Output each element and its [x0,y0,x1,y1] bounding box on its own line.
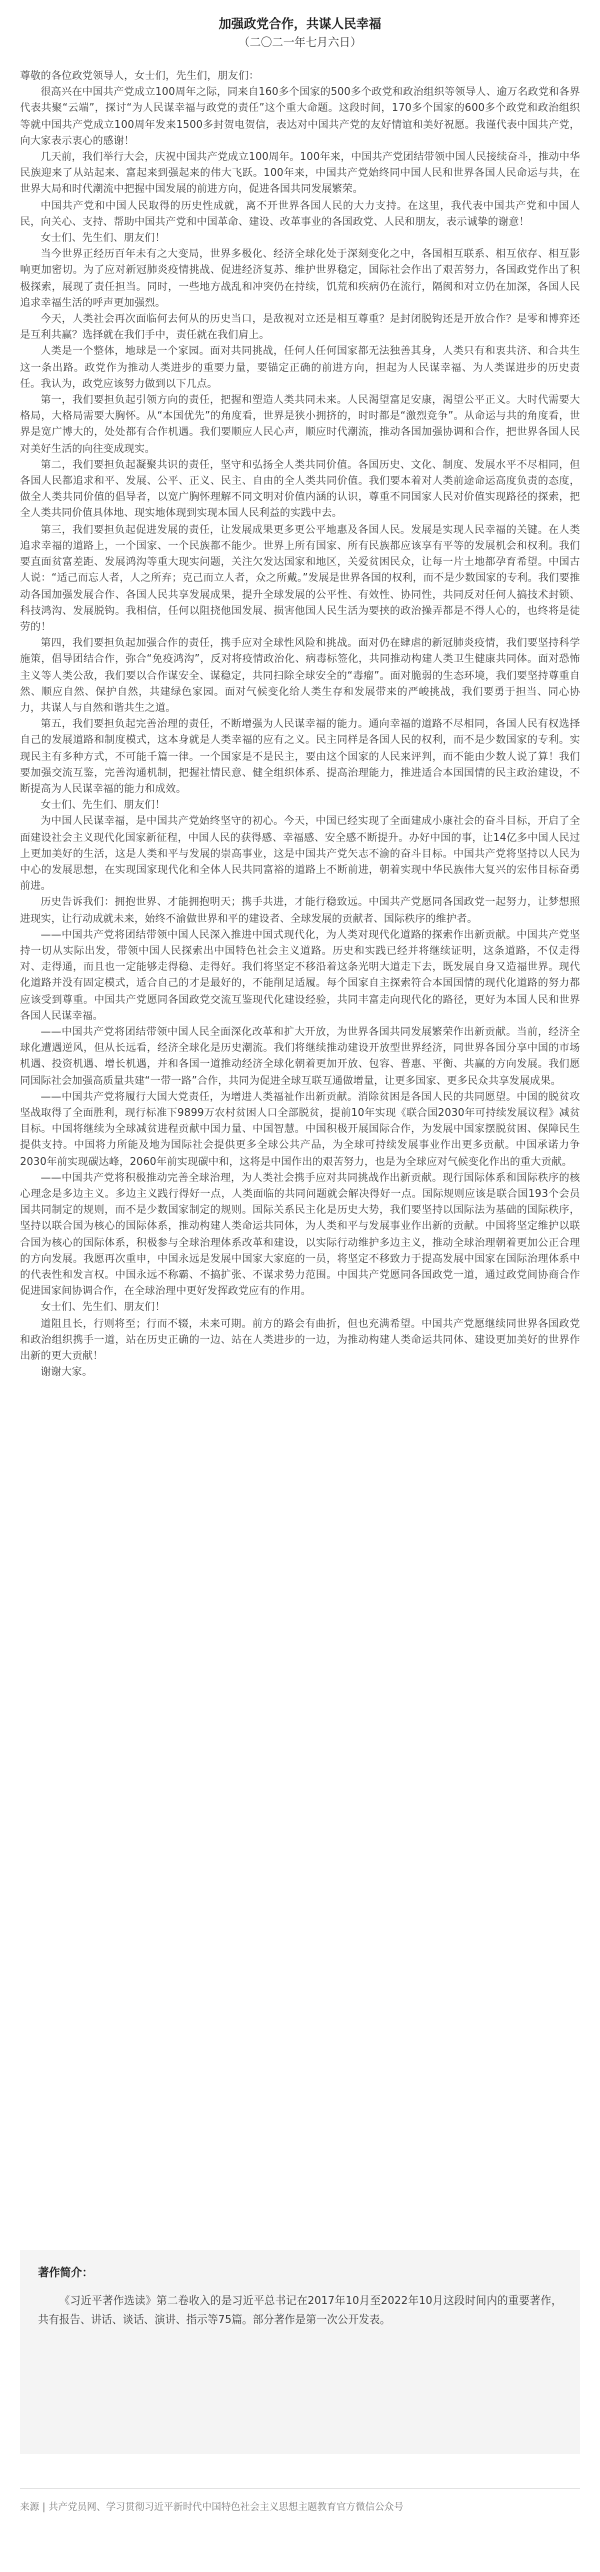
salutation-mid: 女士们、先生们、朋友们！ [40,232,166,245]
footer-divider [20,2488,580,2489]
speech-paragraph: ——中国共产党将团结带领中国人民全面深化改革和扩大开放，为世界各国共同发展繁荣作出新贡献。当前，经济全球化遭遇逆风，但从长远看，经济全球化是历史潮流。我们将继续推动建设开放型世界经济，同世界各国分享中国的市场机遇、投资机遇、增长机遇，并和各国一道推动经济全球化朝着更加开放、包容、普惠、平衡、共赢的方向发展。我们愿同国际社会加强高质量共建“一带一路”合作，共同为促进全球互联互通做增量，让更多国家、更多民众共享发展成果。 [20,1025,580,1087]
salutation-mid: 女士们、先生们、朋友们！ [40,799,166,812]
speech-paragraph: 为中国人民谋幸福，是中国共产党始终坚守的初心。今天，中国已经实现了全面建成小康社会的奋斗目标，开启了全面建设社会主义现代化国家新征程，中国人民的获得感、幸福感、安全感不断提升。办好中国的事，让14亿多中国人民过上更加美好的生活，这是人类和平与发展的崇高事业，这是中国共产党矢志不渝的奋斗目标。中国共产党将坚持以人民为中心的发展思想，在实现国家现代化和全体人民共同富裕的道路上不断前进，朝着实现中华民族伟大复兴的宏伟目标奋勇前进。 [20,815,580,893]
speech-body [20,68,580,1380]
speech-paragraph: 道阻且长，行则将至；行而不辍，未来可期。前方的路会有曲折，但也充满希望。中国共产党愿继续同世界各国政党和政治组织携手一道，站在历史正确的一边、站在人类进步的一边，为推动构建人类命运共同体、建设更加美好的世界作出新的更大贡献！ [20,1317,580,1363]
speech-paragraph: 第三，我们要担负起促进发展的责任，让发展成果更多更公平地惠及各国人民。发展是实现人民幸福的关键。在人类追求幸福的道路上，一个国家、一个民族都不能少。世界上所有国家、所有民族都应该享有平等的发展机会和权利。我们要直面贫富差距、发展鸿沟等重大现实问题，关注欠发达国家和地区，关爱贫困民众，让每一片土地都孕育希望。中国古人说：“适己而忘人者，人之所弃；克己而立人者，众之所戴。”发展是世界各国的权利，而不是少数国家的专利。我们要推动各国加强发展合作、各国人民共享发展成果，提升全球发展的公平性、有效性、协同性，共同反对任何人搞技术封锁、科技鸿沟、发展脱钩。我相信，任何以阻挠他国发展、损害他国人民生活为要挟的政治操弄都是不得人心的，也终将是徒劳的！ [20,523,580,633]
document-date: （二〇二一年七月六日） [238,36,362,49]
source-credit: 来源 | 共产党员网、学习贯彻习近平新时代中国特色社会主义思想主题教育官方微信公众号 [20,2502,404,2513]
speech-paragraph: 第五，我们要担负起完善治理的责任，不断增强为人民谋幸福的能力。通向幸福的道路不尽相同，各国人民有权选择自己的发展道路和制度模式，这本身就是人类幸福的应有之义。民主同样是各国人民的权利，而不是少数国家的专利。实现民主有多种方式，不可能千篇一律。一个国家是不是民主，要由这个国家的人民来评判，而不能由少数人说了算！我们要加强交流互鉴，完善沟通机制，把握社情民意、健全组织体系、提高治理能力，推进适合本国国情的民主政治建设，不断提高为人民谋幸福的能力和成效。 [20,718,580,795]
speech-paragraph: ——中国共产党将履行大国大党责任，为增进人类福祉作出新贡献。消除贫困是各国人民的共同愿望。中国的脱贫攻坚战取得了全面胜利，现行标准下9899万农村贫困人口全部脱贫，提前10年实现《联合国2030年可持续发展议程》减贫目标。中国将继续为全球减贫进程贡献中国力量、中国智慧。中国积极开展国际合作，为发展中国家摆脱贫困、保障民生提供支持。中国将力所能及地为国际社会提供更多全球公共产品，为全球可持续发展事业作出更多贡献。中国承诺力争2030年前实现碳达峰，2060年前实现碳中和，这将是中国作出的艰苦努力，也是为全球应对气候变化作出的重大贡献。 [20,1090,580,1168]
salutation-mid: 女士们、先生们、朋友们！ [40,1301,166,1314]
speech-paragraph: 今天，人类社会再次面临何去何从的历史当口，是敌视对立还是相互尊重？是封闭脱钩还是开放合作？是零和博弈还是互利共赢？选择就在我们手中，责任就在我们肩上。 [20,313,580,342]
book-introduction-text: 《习近平著作选读》第二卷收入的是习近平总书记在2017年10月至2022年10月这段时间内的重要著作，共有报告、讲话、谈话、演讲、指示等75篇。部分著作是第一次公开发表。 [38,2295,562,2326]
speech-paragraph: 历史告诉我们：拥抱世界、才能拥抱明天；携手共进，才能行稳致远。中国共产党愿同各国政党一起努力，让梦想照进现实，让行动成就未来，始终不渝做世界和平的建设者、全球发展的贡献者、国际秩序的维护者。 [20,896,580,925]
speech-closing: 谢谢大家。 [40,1366,93,1379]
speech-paragraph: ——中国共产党将积极推动完善全球治理，为人类社会携手应对共同挑战作出新贡献。现行国际体系和国际秩序的核心理念是多边主义。多边主义践行得好一点，人类面临的共同问题就会解决得好一点。国际规则应该是联合国193个会员国共同制定的规则，而不是少数国家制定的规则。国际关系民主化是历史大势，我们要坚持以国际法为基础的国际秩序，坚持以联合国为核心的国际体系，推动构建人类命运共同体，为人类和平与发展事业作出新的贡献。中国将坚定维护以联合国为核心的国际体系，积极参与全球治理体系改革和建设，以实际行动维护多边主义，推动全球治理朝着更加公正合理的方向发展。我愿再次重申，中国永远是发展中国家大家庭的一员，将坚定不移致力于提高发展中国家在国际治理体系中的代表性和发言权。中国永远不称霸、不搞扩张、不谋求势力范围。中国共产党愿同各国政党一道，通过政党间协商合作促进国家间协调合作，在全球治理中更好发挥政党应有的作用。 [20,1171,580,1298]
speech-paragraph: 中国共产党和中国人民取得的历史性成就，离不开世界各国人民的大力支持。在这里，我代表中国共产党和中国人民，向关心、支持、帮助中国共产党和中国革命、建设、改革事业的各国政党、人民和朋友，表示诚挚的谢意！ [20,199,580,228]
speech-paragraph: 第一，我们要担负起引领方向的责任，把握和塑造人类共同未来。人民渴望富足安康，渴望公平正义。大时代需要大格局，大格局需要大胸怀。从“本国优先”的角度看，世界是狭小拥挤的，时时都是“激烈竞争”。从命运与共的角度看，世界是宽广博大的，处处都有合作机遇。我们要顺应人民心声，顺应时代潮流，推动各国加强协调和合作，把世界各国人民对美好生活的向往变成现实。 [20,394,580,455]
speech-paragraph: 很高兴在中国共产党成立100周年之际，同来自160多个国家的500多个政党和政治组织等领导人、逾万名政党和各界代表共聚“云端”，探讨“为人民谋幸福与政党的责任”这个重大命题。这段时间，170多个国家的600多个政党和政治组织等就中国共产党成立100周年发来1500多封贺电贺信，表达对中国共产党的友好情谊和美好祝愿。我谨代表中国共产党，向大家表示衷心的感谢！ [20,86,580,147]
document-title: 加强政党合作，共谋人民幸福 [218,16,382,31]
speech-paragraph: ——中国共产党将团结带领中国人民深入推进中国式现代化，为人类对现代化道路的探索作出新贡献。中国共产党坚持一切从实际出发，带领中国人民探索出中国特色社会主义道路。历史和实践已经并将继续证明，这条道路，不仅走得对、走得通，而且也一定能够走得稳、走得好。我们将坚定不移沿着这条光明大道走下去，既发展自身又造福世界。现代化道路并没有固定模式，适合自己的才是最好的，不能削足适履。每个国家自主探索符合本国国情的现代化道路的努力都应该受到尊重。中国共产党愿同各国政党交流互鉴现代化建设经验，共同丰富走向现代化的路径，更好为本国人民和世界各国人民谋幸福。 [20,928,580,1022]
speech-paragraph: 几天前，我们举行大会，庆祝中国共产党成立100周年。100年来，中国共产党团结带领中国人民接续奋斗，推动中华民族迎来了从站起来、富起来到强起来的伟大飞跃。100年来，中国共产党始终同中国人民和世界各国人民命运与共，在世界大局和时代潮流中把握中国发展的前进方向，促进各国共同发展繁荣。 [20,151,580,196]
speech-paragraph: 人类是一个整体，地球是一个家园。面对共同挑战，任何人任何国家都无法独善其身，人类只有和衷共济、和合共生这一条出路。政党作为推动人类进步的重要力量，要锚定正确的前进方向，担起为人民谋幸福、为人类谋进步的历史责任。我认为，政党应该努力做到以下几点。 [20,345,580,390]
book-introduction-title: 著作简介： [38,2266,93,2279]
book-introduction-box [20,2250,580,2454]
speech-paragraph: 当今世界正经历百年未有之大变局，世界多极化、经济全球化处于深刻变化之中，各国相互联系、相互依存、相互影响更加密切。为了应对新冠肺炎疫情挑战、促进经济复苏、维护世界稳定，国际社会作出了艰苦努力，各国政党作出了积极探索，展现了责任担当。同时，一些地方战乱和冲突仍在持续，饥荒和疾病仍在流行，隔阂和对立仍在加深，各国人民追求幸福生活的呼声更加强烈。 [20,248,580,309]
speech-paragraph: 第二，我们要担负起凝聚共识的责任，坚守和弘扬全人类共同价值。各国历史、文化、制度、发展水平不尽相同，但各国人民都追求和平、发展、公平、正义、民主、自由的全人类共同价值。我们要本着对人类前途命运高度负责的态度，做全人类共同价值的倡导者，以宽广胸怀理解不同文明对价值内涵的认识，尊重不同国家人民对价值实现路径的探索，把全人类共同价值具体地、现实地体现到实现本国人民利益的实践中去。 [20,458,580,520]
salutation-opening: 尊敬的各位政党领导人，女士们，先生们，朋友们： [20,70,260,82]
speech-paragraph: 第四，我们要担负起加强合作的责任，携手应对全球性风险和挑战。面对仍在肆虐的新冠肺炎疫情，我们要坚持科学施策，倡导团结合作，弥合“免疫鸿沟”，反对将疫情政治化、病毒标签化，共同推动构建人类卫生健康共同体。面对恐怖主义等人类公敌，我们要以合作谋安全、谋稳定，共同扫除全球安全的“毒瘤”。面对脆弱的生态环境，我们要坚持尊重自然、顺应自然、保护自然，共建绿色家园。面对气候变化给人类生存和发展带来的严峻挑战，我们要勇于担当、同心协力，共谋人与自然和谐共生之道。 [20,637,580,714]
